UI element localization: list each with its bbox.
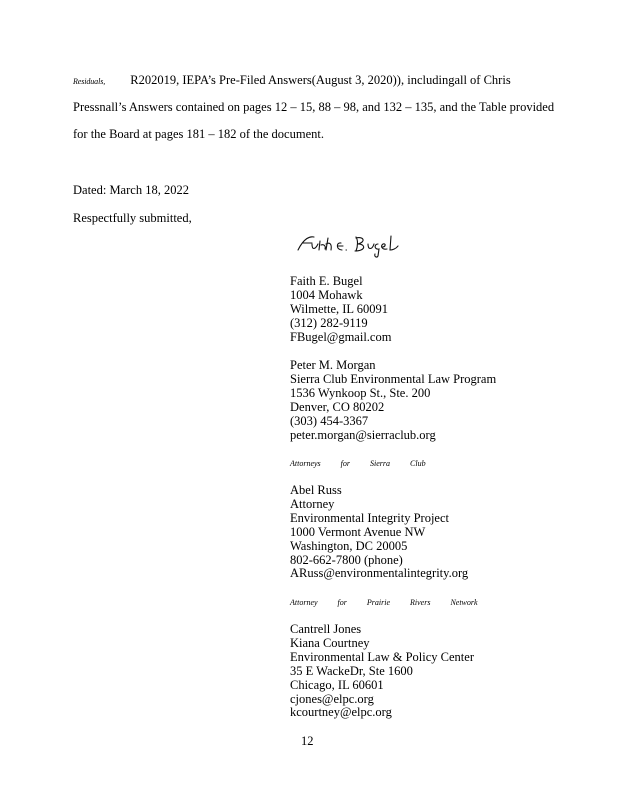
contact-email: cjones@elpc.org bbox=[290, 691, 374, 706]
contact-phone: (303) 454-3367 bbox=[290, 413, 369, 428]
contact-city: Washington, DC 20005 bbox=[290, 538, 408, 553]
paragraph-line-2: Pressnall’s Answers contained on pages 12 – 15, 88 – 98, and 132 – 135, and the Table provided bbox=[73, 100, 555, 114]
attorney-for-prairie-rivers-network: Attorney for Prairie Rivers Network bbox=[290, 598, 478, 607]
contact-city: Wilmette, IL 60091 bbox=[290, 301, 388, 316]
contact-name: Kiana Courtney bbox=[290, 635, 370, 650]
contact-phone: (312) 282-9119 bbox=[290, 315, 368, 330]
paragraph-line-1 bbox=[73, 73, 511, 88]
contact-name: Peter M. Morgan bbox=[290, 358, 376, 372]
contact-phone: 802-662-7800 (phone) bbox=[290, 552, 403, 567]
contact-title: Attorney bbox=[290, 496, 335, 511]
contact-organization: Environmental Law & Policy Center bbox=[290, 649, 474, 664]
contact-peter-morgan bbox=[290, 359, 496, 442]
paragraph-line-1-text: R202019, IEPA’s Pre-Filed Answers(August 3, 2020)), includingall of Chris bbox=[130, 73, 511, 87]
signature-image bbox=[294, 232, 414, 258]
contact-abel-russ bbox=[290, 484, 468, 581]
contact-name: Abel Russ bbox=[290, 483, 342, 497]
contact-address: 1536 Wynkoop St., Ste. 200 bbox=[290, 385, 431, 400]
residuals-label: Residuals, bbox=[73, 77, 106, 86]
contact-city: Denver, CO 80202 bbox=[290, 399, 385, 414]
contact-name: Cantrell Jones bbox=[290, 622, 362, 636]
contact-city: Chicago, IL 60601 bbox=[290, 677, 384, 692]
attorneys-for-sierra-club: Attorneys for Sierra Club bbox=[290, 459, 426, 468]
contact-email: ARuss@environmentalintegrity.org bbox=[290, 566, 469, 581]
contact-email: kcourtney@elpc.org bbox=[290, 705, 392, 720]
contact-email: FBugel@gmail.com bbox=[290, 329, 392, 344]
contact-address: 1004 Mohawk bbox=[290, 287, 363, 302]
contact-organization: Environmental Integrity Project bbox=[290, 510, 449, 525]
paragraph-line-3: for the Board at pages 181 – 182 of the document. bbox=[73, 127, 324, 141]
dated-line: Dated: March 18, 2022 bbox=[73, 183, 189, 197]
contact-organization: Sierra Club Environmental Law Program bbox=[290, 371, 497, 386]
contact-address: 1000 Vermont Avenue NW bbox=[290, 524, 426, 539]
closing-line: Respectfully submitted, bbox=[73, 211, 192, 225]
contact-address: 35 E WackeDr, Ste 1600 bbox=[290, 663, 413, 678]
contact-faith-bugel bbox=[290, 275, 391, 345]
contact-name: Faith E. Bugel bbox=[290, 274, 363, 288]
contact-email: peter.morgan@sierraclub.org bbox=[290, 427, 436, 442]
contact-elpc bbox=[290, 623, 474, 720]
page-number: 12 bbox=[301, 734, 314, 748]
